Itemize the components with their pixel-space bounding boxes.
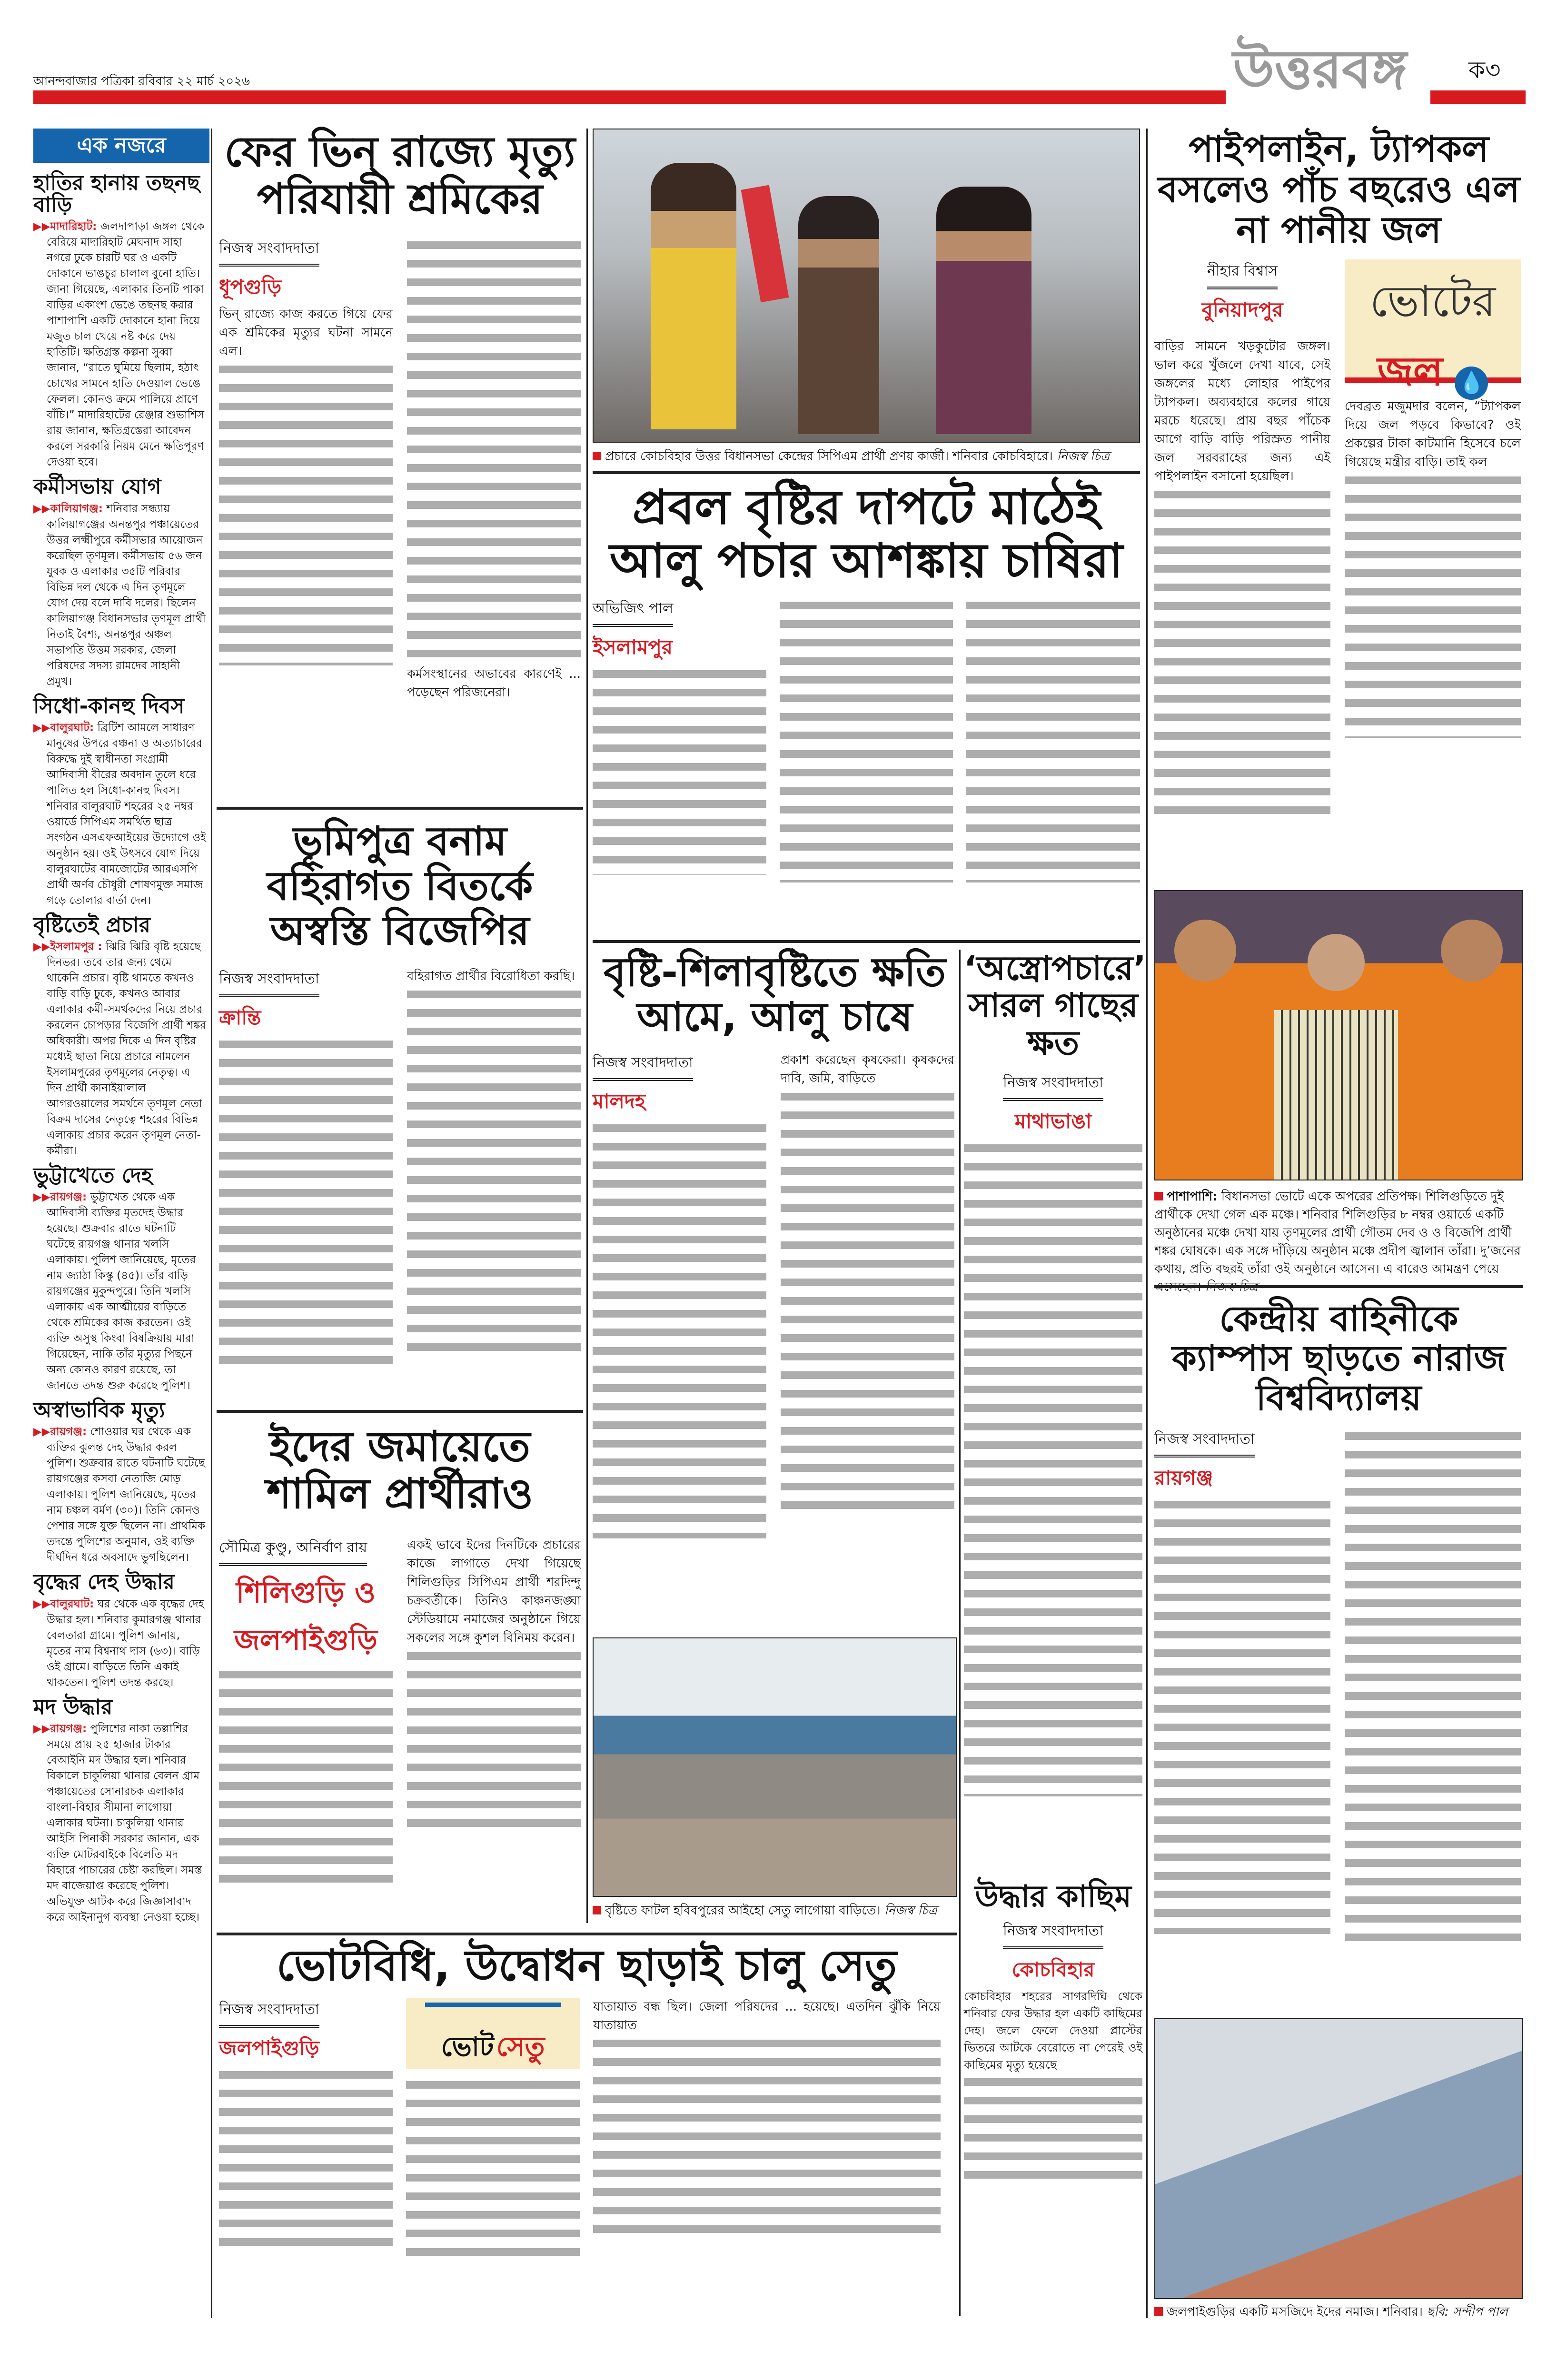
eid-prayer-photo	[1154, 2018, 1523, 2299]
story-text	[407, 237, 581, 665]
story-text	[964, 1140, 1142, 1796]
brief-body: শোওয়ার ঘর থেকে এক ব্যক্তির ঝুলন্ত দেহ উদ্ধার করল পুলিশ। শুক্রবার রাতে ঘটনাটি ঘটেছে রায়গঞ্জের কসবা নেতাজি মোড় এলাকায়। পুলিশ জানিয়েছে, মৃতের নাম চঞ্চল বর্মণ (৩০)। তিনি কোনও পেশার সঙ্গে যুক্ত ছিলেন না। প্রাথমিক তদন্তে পুলিশের অনুমান, ওই ব্যক্তি দীর্ঘদিন ধরে অবসাদে ভুগছিলেন।	[47, 1426, 206, 1564]
story-body: প্রকাশ করেছেন কৃষকেরা। কৃষকদের দাবি, জমি, বাড়িতে	[781, 1053, 954, 1086]
brief-headline[interactable]: সিধো-কানহু দিবস	[33, 694, 185, 718]
story-text	[219, 1036, 393, 1369]
caption-marker-icon	[1154, 1192, 1163, 1200]
divider	[1154, 1285, 1523, 1288]
story-body: কোচবিহার শহরের সাগরদিঘি থেকে শনিবার ফের উদ্ধার হল একটি কাছিমের দেহ। জলে ফেলে দেওয়া প্লাস্টের ভিতরে আটকে বেরোতে না পেরেই ওই কাছিমের মৃত্যু হয়েছে	[964, 1989, 1142, 2072]
story-text	[407, 1647, 581, 1838]
story-text	[593, 665, 766, 875]
story-text	[1345, 1428, 1521, 1942]
crack-photo	[593, 1637, 957, 1897]
brief-body: ব্রিটিশ আমলে সাধারণ মানুষের উপরে বঞ্চনা ও অত্যাচারের বিরুদ্ধে দুই স্বাধীনতা সংগ্রামী আদিবাসী বীরের অবদান তুলে ধরে পালিত হল সিধো-কানহু দিবস। শনিবার বালুরঘাট শহরের ২৫ নম্বর ওয়ার্ডে সিপিএম সমর্থিত ছাত্র সংগঠন এসএফআইয়ের উদ্যোগে ওই অনুষ্ঠান হয়। ওই উৎসবে যোগ দিয়ে বালুরঘাটের বামজোটের আরএসপি প্রার্থী অর্ণব চৌধুরী শোষণমুক্ত সমাজ গড়ে তোলার বার্তা দেন।	[47, 721, 207, 907]
dateline: ক্রান্তি	[219, 1006, 261, 1030]
caption-marker-icon	[1154, 2307, 1163, 2316]
byline: নিজস্ব সংবাদদাতা	[219, 967, 319, 997]
brief-text	[33, 501, 207, 690]
brief-text	[33, 1597, 207, 1691]
story-text	[964, 2073, 1142, 2188]
headline[interactable]: বৃষ্টি-শিলাবৃষ্টিতে ক্ষতি আমে, আলু চাষে	[604, 949, 946, 1041]
brief-text	[33, 1721, 207, 1925]
double-arrow-icon: ▶▶	[33, 1426, 50, 1438]
byline: নিজস্ব সংবাদদাতা	[1154, 1428, 1255, 1458]
brief-headline[interactable]: মদ উদ্ধার	[33, 1695, 113, 1719]
double-arrow-icon: ▶▶	[33, 1597, 50, 1610]
brief-item	[33, 476, 207, 689]
byline: নিজস্ব সংবাদদাতা	[219, 1998, 319, 2028]
brief-headline[interactable]: অস্বাভাবিক মৃত্যু	[33, 1398, 165, 1423]
story-text	[780, 597, 953, 883]
divider	[593, 940, 1140, 943]
headline[interactable]: প্রবল বৃষ্টির দাপটে মাঠেই আলু পচার আশঙ্কায় চাষিরা	[609, 479, 1123, 588]
dateline: রায়গঞ্জ	[1154, 1466, 1213, 1489]
story-tree	[964, 949, 1146, 1796]
column-divider	[211, 129, 212, 2318]
headline[interactable]: ফের ভিন্‌ রাজ্যে মৃত্যু পরিযায়ী শ্রমিকের	[224, 127, 575, 223]
brief-body: জলদাপাড়া জঙ্গল থেকে বেরিয়ে মাদারিহাট মেঘনাদ সাহা নগরে ঢুকে চারটি ঘর ও একটি দোকানে ভাঙচুর চালাল বুনো হাতি। জানা গিয়েছে, এলাকার তিনটি পাকা বাড়ির একাংশ ভেঙে তছনছ করার পাশাপাশি একটি দোকানে হানা দিয়ে মজুত চাল খেয়ে নষ্ট করে দেয় হাতিটি। ক্ষতিগ্রস্ত কল্পনা সুব্বা জানান, “রাতে ঘুমিয়ে ছিলাম, হঠাৎ চোখের সামনে হাতি দেওয়াল ভেঙে ফেলল। কোনও ক্রমে পালিয়ে প্রাণে বাঁচি।” মাদারিহাটের রেঞ্জার শুভাশিস রায় জানান, ক্ষতিগ্রস্তেরা আবেদন করলে সরকারি নিয়ম মেনে ক্ষতিপূরণ দেওয়া হবে।	[47, 220, 205, 469]
brief-location: মাদারিহাট:	[50, 220, 97, 233]
divider	[217, 1410, 583, 1413]
brief-item	[33, 1571, 207, 1690]
at-a-glance-header: এক নজরে	[33, 129, 209, 163]
side-by-side-photo	[1154, 890, 1523, 1180]
dateline: কোচবিহার	[1012, 1957, 1095, 1981]
photo-caption: বৃষ্টিতে ফাটল হবিবপুরের আইহো সেতু লাগোয়া বাড়িতে। নিজস্ব চিত্র	[593, 1902, 957, 1920]
divider	[217, 1933, 957, 1935]
brief-body: ভুট্টাখেত থেকে এক আদিবাসী ব্যক্তির মৃতদেহ উদ্ধার হয়েছে। শুক্রবার রাতে ঘটনাটি ঘটেছে রায়গঞ্জ থানার খলসি এলাকায়। পুলিশ জানিয়েছে, মৃতের নাম জ্যাঠা কিস্কু (৪৫)। তাঁর বাড়ি রায়গঞ্জের মুকুন্দপুরে। তিনি খলসি এলাকায় এক আত্মীয়ের বাড়িতে থেকে শ্রমিকের কাজ করতেন। ওই ব্যক্তি অসুস্থ কিংবা বিষক্রিয়ায় মারা গিয়েছেন, নাকি তাঁর মৃত্যুর পিছনে অন্য কোনও কারণ রয়েছে, তা জানতে তদন্ত শুরু করেছে পুলিশ।	[47, 1191, 196, 1392]
story-text	[593, 2035, 941, 2240]
brief-headline[interactable]: ভুট্টাখেতে দেহ	[33, 1163, 152, 1188]
section-logo: উত্তরবঙ্গ	[1233, 39, 1407, 100]
brief-headline[interactable]: কর্মীসভায় যোগ	[33, 475, 161, 499]
brief-body: শনিবার সন্ধ্যায় কালিয়াগঞ্জের অনন্তপুর পঞ্চায়েতের উত্তর লক্ষ্মীপুরে কর্মীসভার আয়োজন করেছিল তৃণমূল। কর্মীসভায় ৫৬ জন যুবক ও এলাকার ৩৫টি পরিবার বিভিন্ন দল থেকে এ দিন তৃণমূলে যোগ দেয় বলে দাবি দলের। ছিলেন কালিয়াগঞ্জ বিধানসভার তৃণমূল প্রার্থী নিতাই বৈশ্য, অনন্তপুর অঞ্চল সভাপতি উত্তম সরকার, জেলা পরিষদের সদস্য রামদেব সাহানী প্রমুখ।	[47, 502, 206, 688]
story-bhumiputra	[219, 819, 581, 1369]
brief-item	[33, 914, 207, 1159]
bridge-icon	[425, 2003, 561, 2026]
story-body: বহিরাগত প্রার্থীর বিরোধিতা করছি।	[407, 969, 575, 984]
dateline: জলপাইগুড়ি	[219, 2036, 319, 2060]
headline[interactable]: ভূমিপুত্র বনাম বহিরাগত বিতর্কে অস্বস্তি বিজেপির	[267, 818, 533, 954]
story-text	[1154, 486, 1330, 819]
story-text	[593, 1120, 766, 1538]
campaign-photo	[593, 129, 1140, 443]
story-body: ভিন্‌ রাজ্যে কাজ করতে গিয়ে ফের এক শ্রমিকের মৃত্যুর ঘটনা সামনে এল।	[219, 307, 393, 359]
briefs-column	[33, 167, 207, 1925]
photo-caption: জলপাইগুড়ির একটি মসজিদে ইদের নমাজ। শনিবার। ছবি: সন্দীপ পাল	[1154, 2303, 1523, 2321]
story-text	[407, 986, 581, 1357]
story-water	[1154, 129, 1523, 819]
headline[interactable]: পাইপলাইন, ট্যাপকল বসলেও পাঁচ বছরেও এল না পানীয় জল	[1158, 128, 1520, 251]
divider	[593, 471, 1140, 474]
date-line: আনন্দবাজার পত্রিকা রবিবার ২২ মার্চ ২০২৬	[33, 74, 250, 89]
story-hail	[593, 950, 957, 1538]
story-body: একই ভাবে ইদের দিনটিকে প্রচারের কাজে লাগাতে দেখা গিয়েছে শিলিগুড়ির সিপিএম প্রার্থী শরদিন্দু চক্রবর্তীকে। তিনিও কাঞ্চনজঙ্ঘা স্টেডিয়ামে নমাজের অনুষ্ঠানে গিয়ে সকলের সঙ্গে কুশল বিনিময় করেন।	[407, 1538, 581, 1646]
double-arrow-icon: ▶▶	[33, 220, 50, 233]
byline: নীহার বিশ্বাস	[1207, 259, 1278, 289]
story-text	[1345, 472, 1521, 738]
story-text	[781, 1088, 954, 1517]
double-arrow-icon: ▶▶	[33, 940, 50, 953]
story-text	[1154, 1496, 1330, 1934]
double-arrow-icon: ▶▶	[33, 502, 50, 515]
brief-text	[33, 720, 207, 909]
brief-item	[33, 1399, 207, 1566]
story-text	[406, 2076, 580, 2262]
column-divider	[586, 129, 588, 1923]
header-rule-right	[1430, 90, 1526, 104]
brief-location: রায়গঞ্জ:	[50, 1191, 87, 1204]
photo-caption: পাশাপাশি: বিধানসভা ভোটে একে অপরের প্রতিপক্ষ। শিলিগুড়িতে দুই প্রার্থীকে দেখা গেল এক মঞ্চে। শনিবার শিলিগুড়ির ৮ নম্বর ওয়ার্ডে একটি অনুষ্ঠানের মঞ্চে দেখা যায় তৃণমূলের প্রার্থী গৌতম দেব ও ও বিজেপি প্রার্থী শঙ্কর ঘোষকে। এক সঙ্গে দাঁড়িয়ে অনুষ্ঠান মঞ্চে প্রদীপ জ্বালান তাঁরা। দু’জনের কথায়, প্রতি বছরই তাঁরা ওই অনুষ্ঠানে আসেন। এ বারেও আমন্ত্রণ পেয়ে	[1154, 1190, 1521, 1276]
story-bridge	[219, 1942, 954, 2262]
byline: অভিজিৎ পাল	[593, 597, 673, 627]
brief-location: ইসলামপুর :	[50, 940, 102, 953]
story-eid	[219, 1423, 581, 1885]
brief-location: বালুরঘাট:	[50, 1597, 94, 1610]
double-arrow-icon: ▶▶	[33, 721, 50, 734]
headline[interactable]: ‘অস্ত্রোপচারে’ সারল গাছের ক্ষত	[964, 949, 1146, 1062]
headline[interactable]: ইদের জমায়েতে শামিল প্রার্থীরাও	[267, 1422, 533, 1518]
dateline: মাথাভাঙা	[1014, 1110, 1092, 1133]
dateline: ইসলামপুর	[593, 635, 673, 659]
brief-headline[interactable]: হাতির হানায় তছনছ বাড়ি	[33, 171, 200, 218]
brief-location: রায়গঞ্জ:	[50, 1426, 87, 1438]
caption-marker-icon	[593, 452, 601, 460]
headline[interactable]: উদ্ধার কাছিম	[975, 1879, 1131, 1914]
brief-body: ঘর থেকে এক বৃদ্ধের দেহ উদ্ধার হল। শনিবার কুমারগঞ্জ থানার বেলতারা গ্রামে। পুলিশ জানায়, মৃতের নাম বিশ্বনাথ দাস (৬৩)। বাড়ি ওই গ্রামে। বাড়িতে তিনি একাই থাকতেন। পুলিশ তদন্ত করছে।	[47, 1597, 204, 1689]
story-body-end: কর্মসংস্থানের অভাবের কারণেই ... পড়েছেন পরিজনেরা।	[407, 667, 581, 700]
double-arrow-icon: ▶▶	[33, 1191, 50, 1204]
brief-location: বালুরঘাট:	[50, 721, 94, 734]
photo-caption: প্রচারে কোচবিহার উত্তর বিধানসভা কেন্দ্রের সিপিএম প্রার্থী প্রণয় কার্জী। শনিবার কোচবিহারে। নিজস্ব চিত্র	[593, 447, 1140, 466]
story-migrant	[219, 129, 581, 702]
story-potato	[593, 481, 1140, 883]
story-turtle	[964, 1880, 1142, 2188]
story-campus	[1154, 1299, 1523, 1942]
brief-location: রায়গঞ্জ:	[50, 1722, 87, 1735]
byline: নিজস্ব সংবাদদাতা	[593, 1051, 693, 1081]
water-drop-icon: 💧	[1455, 367, 1488, 400]
headline[interactable]: কেন্দ্রীয় বাহিনীকে ক্যাম্পাস ছাড়তে নারাজ বিশ্ববিদ্যালয়	[1172, 1299, 1506, 1418]
dateline: ধূপগুড়ি	[219, 275, 282, 299]
brief-headline[interactable]: বৃদ্ধের দেহ উদ্ধার	[33, 1570, 175, 1595]
headline[interactable]: ভোটবিধি, উদ্বোধন ছাড়াই চালু সেতু	[276, 1941, 897, 1991]
byline: সৌমিত্র কুণ্ডু, অনির্বাণ রায়	[219, 1536, 367, 1566]
brief-text	[33, 1190, 207, 1394]
story-text	[219, 361, 393, 665]
brief-item	[33, 1165, 207, 1394]
byline: নিজস্ব সংবাদদাতা	[219, 237, 319, 267]
header-rule	[33, 90, 1226, 104]
brief-text	[33, 939, 207, 1159]
story-body: দেবব্রত মজুমদার বলেন, “ট্যাপকল দিয়ে জল পড়বে কিভাবে? ওই প্রকল্পের টাকা কাটমানি হিসেবে চলে গিয়েছে মন্ত্রীর বাড়ি। তাই কল	[1345, 399, 1521, 470]
brief-headline[interactable]: বৃষ্টিতেই প্রচার	[33, 912, 150, 937]
brief-body: ঝিরি ঝিরি বৃষ্টি হয়েছে দিনভর। তবে তার জন্য থেমে থাকেনি প্রচার। বৃষ্টি থামতে কখনও বাড়ি বাড়ি ঢুকে, কখনও আবার এলাকার কর্মী-সমর্থকদের নিয়ে প্রচার করলেন চোপড়ার বিজেপি প্রার্থী শঙ্কর অধিকারী। অপর দিকে এ দিন বৃষ্টির মধ্যেই ছাতা নিয়ে প্রচারে নামলেন ইসলামপুরের তৃণমূলের নেতৃত্ব। এ দিন প্রার্থী কানাইয়ালাল আগরওয়ালের সমর্থনে তৃণমূল নেতা বিক্রম দাসের নেতৃত্বে শহরের বিভিন্ন এলাকায় প্রচার করেন তৃণমূল নেতা-কর্মীরা।	[47, 940, 207, 1157]
byline: নিজস্ব সংবাদদাতা	[1003, 1071, 1103, 1101]
brief-item	[33, 1696, 207, 1925]
dateline: বুনিয়াদপুর	[1201, 298, 1283, 322]
brief-item	[33, 172, 207, 470]
brief-text	[33, 219, 207, 470]
brief-item	[33, 695, 207, 909]
story-text	[966, 597, 1140, 883]
divider	[217, 807, 583, 810]
caption-marker-icon	[593, 1906, 601, 1914]
brief-text	[33, 1424, 207, 1566]
brief-body: পুলিশের নাকা তল্লাশির সময়ে প্রায় ২৫ হাজার টাকার বেআইনি মদ উদ্ধার হল। শনিবার বিকালে চাকুলিয়া থানার বেলন গ্রাম পঞ্চায়েতের সোনারচক এলাকার বাংলা-বিহার সীমানা লাগোয়া এলাকার ঘটনা। চাকুলিয়া থানার আইসি পিনাকী সরকার জানান, এক ব্যক্তি মোটরবাইকে বিলেতি মদ বিহারে পাচারের চেষ্টা করছিল। সমস্ত মদ বাজেয়াপ্ত করেছে পুলিশ। অভিযুক্ত আটক করে জিজ্ঞাসাবাদ করে আইনানুগ ব্যবস্থা নেওয়া হচ্ছে।	[47, 1722, 202, 1924]
vote-bridge-logo: ভোট সেতু	[406, 1998, 580, 2069]
story-body: বাড়ির সামনে খড়কুটোর জঙ্গল। ভাল করে খুঁজলে দেখা যাবে, সেই জঙ্গলের মধ্যে লোহার পাইপের ট্যাপকল। অব্যবহারে কলের গায়ে মরচে ধরেছে। প্রায় বছর পাঁচেক আগে বাড়ি বাড়ি পরিস্রুত পানীয় জল সরবরাহের জন্য এই পাইপলাইন বসানো হয়েছিল।	[1154, 339, 1330, 484]
column-divider	[1146, 129, 1148, 2318]
vote-water-logo: ভোটের জল 💧	[1345, 259, 1521, 383]
story-body: যাতায়াত বন্ধ ছিল। জেলা পরিষদের ... হয়েছে। এতদিন ঝুঁকি নিয়ে যাতায়াত	[593, 1999, 941, 2033]
double-arrow-icon: ▶▶	[33, 1722, 50, 1735]
story-text	[219, 1666, 393, 1885]
byline: নিজস্ব সংবাদদাতা	[1003, 1919, 1103, 1949]
page-number: ক৩	[1468, 56, 1501, 84]
story-text	[219, 2066, 393, 2252]
dateline: মালদহ	[593, 1090, 645, 1113]
dateline: শিলিগুড়ি ও জলপাইগুড়ি	[234, 1576, 377, 1657]
brief-location: কালিয়াগঞ্জ:	[50, 502, 103, 515]
column-divider	[959, 950, 961, 2316]
